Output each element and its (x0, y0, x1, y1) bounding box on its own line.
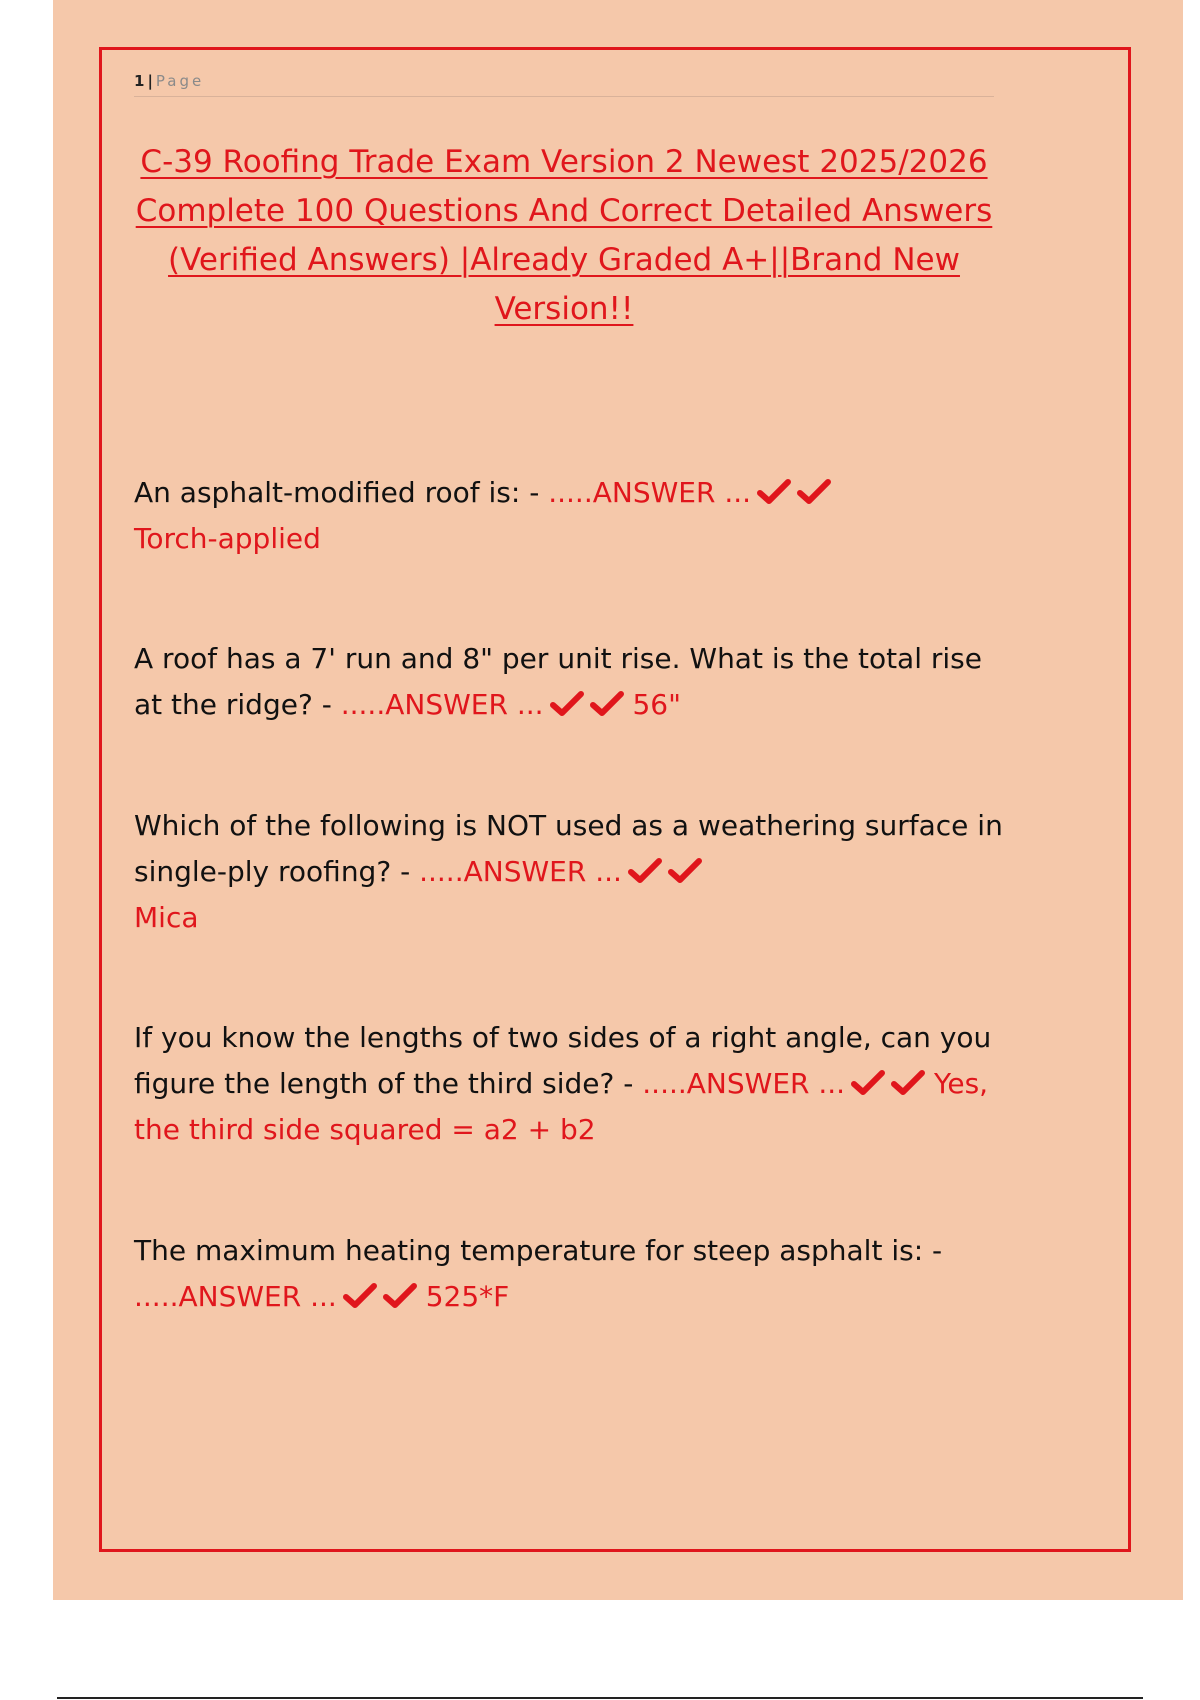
answer-marker: .....ANSWER ... (548, 476, 752, 509)
page-header (134, 70, 994, 97)
question-text: An asphalt-modified roof is: - (134, 476, 540, 509)
page-divider (57, 1697, 1143, 1699)
page-number: 1 (134, 72, 145, 90)
qa-item-3 (134, 803, 1014, 941)
checkmark-icon (851, 1070, 885, 1096)
checkmark-icon (891, 1070, 925, 1096)
answer-text: 525*F (425, 1280, 510, 1313)
checkmark-icon (757, 479, 791, 505)
checkmark-icon (668, 858, 702, 884)
page-label: Page (155, 72, 205, 90)
question-text: Which of the following is NOT used as a weathering surface in single-ply roofing? - (134, 809, 1003, 888)
question-text: A roof has a 7' run and 8" per unit rise. What is the total rise at the ridge? - (134, 642, 982, 721)
question-text: The maximum heating temperature for steep asphalt is: - (134, 1234, 943, 1267)
checkmark-icon (628, 858, 662, 884)
answer-marker: .....ANSWER ... (419, 855, 622, 888)
answer-text: Torch-applied (134, 522, 321, 555)
answer-marker: .....ANSWER ... (134, 1280, 337, 1313)
page-separator: | (147, 72, 153, 90)
answer-marker: .....ANSWER ... (340, 688, 544, 721)
qa-item-2 (134, 636, 1014, 728)
answer-text: Mica (134, 901, 199, 934)
document-title: C-39 Roofing Trade Exam Version 2 Newest 2025/2026 Complete 100 Questions And Correct Detailed Answers (Verified Answers) |Already Graded A+||Brand New Version!! (135, 144, 993, 327)
qa-item-1 (134, 470, 1014, 562)
answer-text: Yes, the third side squared = a2 + b2 (134, 1067, 989, 1146)
checkmark-icon (343, 1283, 377, 1309)
checkmark-icon (590, 691, 624, 717)
checkmark-icon (797, 479, 831, 505)
answer-text: 56" (632, 688, 681, 721)
checkmark-icon (550, 691, 584, 717)
answer-marker: .....ANSWER ... (642, 1067, 846, 1100)
qa-item-5 (134, 1228, 1014, 1320)
checkmark-icon (383, 1283, 417, 1309)
question-text: If you know the lengths of two sides of a right angle, can you figure the length of the third side? - (134, 1021, 992, 1100)
qa-item-4 (134, 1015, 1014, 1153)
